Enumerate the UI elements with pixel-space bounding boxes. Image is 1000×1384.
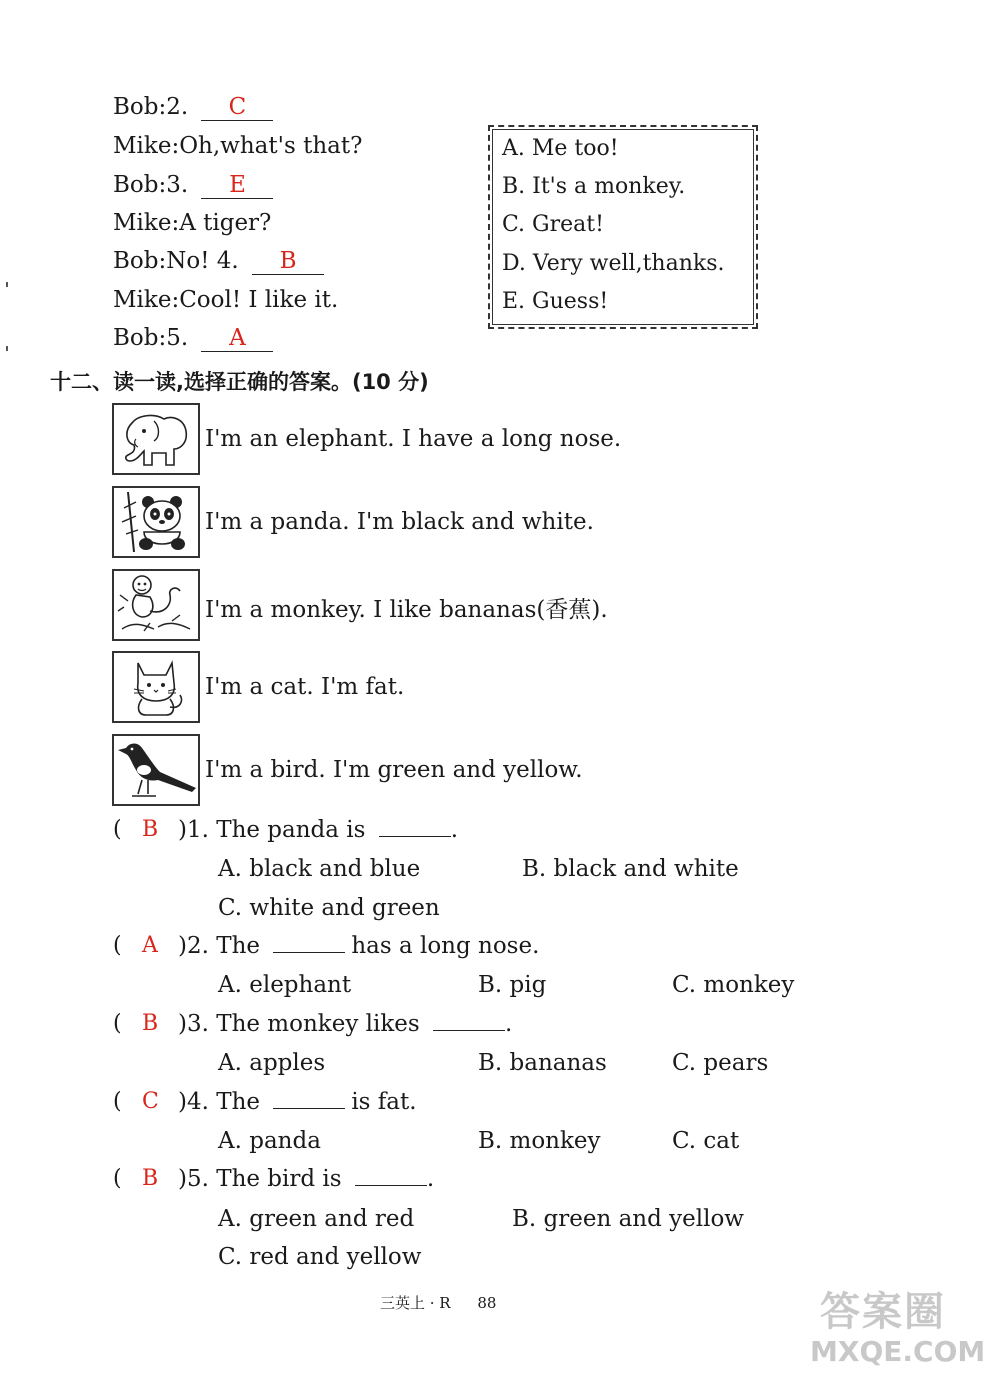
question-answer: B [142,1011,159,1036]
monkey-icon [112,569,200,641]
question-prefix: )3. The monkey likes [178,1011,420,1037]
dialogue-line-7 [113,325,273,352]
paren-open: ( [113,1166,122,1191]
watermark-top: 答案圈 [820,1289,946,1335]
question-stem [178,817,458,843]
question-option-c: C. pears [672,1050,769,1076]
question-option-a: A. apples [218,1050,326,1076]
question-option-c: C. red and yellow [218,1244,422,1270]
question-option-b: B. bananas [478,1050,607,1076]
question-prefix: )1. The panda is [178,817,366,843]
question-option-a: A. black and blue [218,856,421,882]
animal-text-cat: I'm a cat. I'm fat. [205,674,405,700]
question-option-c: C. monkey [672,972,795,998]
question-option-c: C. white and green [218,895,440,921]
dialogue-text: Bob:2. [113,94,189,120]
dialogue-line-3 [113,172,273,199]
watermark-bottom: MXQE.COM [810,1335,986,1368]
question-suffix: is fat. [351,1089,417,1115]
elephant-icon [112,403,200,475]
question-suffix: . [505,1011,513,1037]
question-prefix: )5. The bird is [178,1166,342,1192]
question-stem [178,1166,434,1192]
answer-blank: A [201,325,273,352]
animal-text-bird: I'm a bird. I'm green and yellow. [205,757,583,783]
page-number: 88 [477,1294,497,1312]
animal-text-elephant: I'm an elephant. I have a long nose. [205,426,622,452]
dialogue-text: Bob:5. [113,325,189,351]
question-stem [178,1011,512,1037]
question-prefix: )4. The [178,1089,260,1115]
question-blank [433,1030,505,1031]
question-option-b: B. pig [478,972,547,998]
question-prefix: )2. The [178,933,260,959]
question-option-a: A. green and red [218,1206,415,1232]
question-stem [178,933,539,959]
answer-blank: B [252,248,324,275]
question-blank [273,952,345,953]
dialogue-text: Bob:3. [113,172,189,198]
bird-icon [112,734,200,806]
answer-blank: E [201,172,273,199]
question-answer: B [142,1166,159,1191]
question-option-a: A. elephant [218,972,352,998]
option-e: E. Guess! [502,289,609,314]
question-answer: B [142,817,159,842]
dialogue-line-6: Mike:Cool! I like it. [113,287,339,313]
paren-open: ( [113,933,122,958]
footer-label: 三英上 · R [380,1294,451,1312]
animal-text-panda: I'm a panda. I'm black and white. [205,509,594,535]
question-answer: C [142,1089,159,1114]
panda-icon [112,486,200,558]
watermark-logo [800,1280,990,1375]
question-blank [273,1108,345,1109]
scan-mark [6,282,8,287]
dialogue-line-1 [113,94,273,121]
cat-icon [112,651,200,723]
question-answer: A [142,933,158,958]
page-footer [380,1292,496,1313]
question-option-b: B. black and white [522,856,739,882]
question-option-b: B. green and yellow [512,1206,744,1232]
question-option-c: C. cat [672,1128,740,1154]
option-d: D. Very well,thanks. [502,251,725,276]
question-suffix: . [426,1166,435,1192]
option-c: C. Great! [502,212,604,237]
question-stem [178,1089,417,1115]
question-suffix: . [450,817,459,843]
answer-blank: C [201,94,273,121]
question-suffix: has a long nose. [351,933,540,959]
options-box [488,125,758,329]
question-option-b: B. monkey [478,1128,601,1154]
question-blank [355,1185,427,1186]
question-option-a: A. panda [218,1128,321,1154]
dialogue-line-5 [113,248,324,275]
animal-text-monkey: I'm a monkey. I like bananas(香蕉). [205,597,608,623]
paren-open: ( [113,1089,122,1114]
paren-open: ( [113,817,122,842]
section-heading: 十二、读一读,选择正确的答案。(10 分) [50,370,429,394]
dialogue-line-2: Mike:Oh,what's that? [113,133,363,159]
dialogue-text: Bob:No! 4. [113,248,239,274]
paren-open: ( [113,1011,122,1036]
dialogue-line-4: Mike:A tiger? [113,210,272,236]
question-blank [379,836,451,837]
option-a: A. Me too! [502,136,619,161]
scan-mark [6,346,8,351]
option-b: B. It's a monkey. [502,174,686,199]
